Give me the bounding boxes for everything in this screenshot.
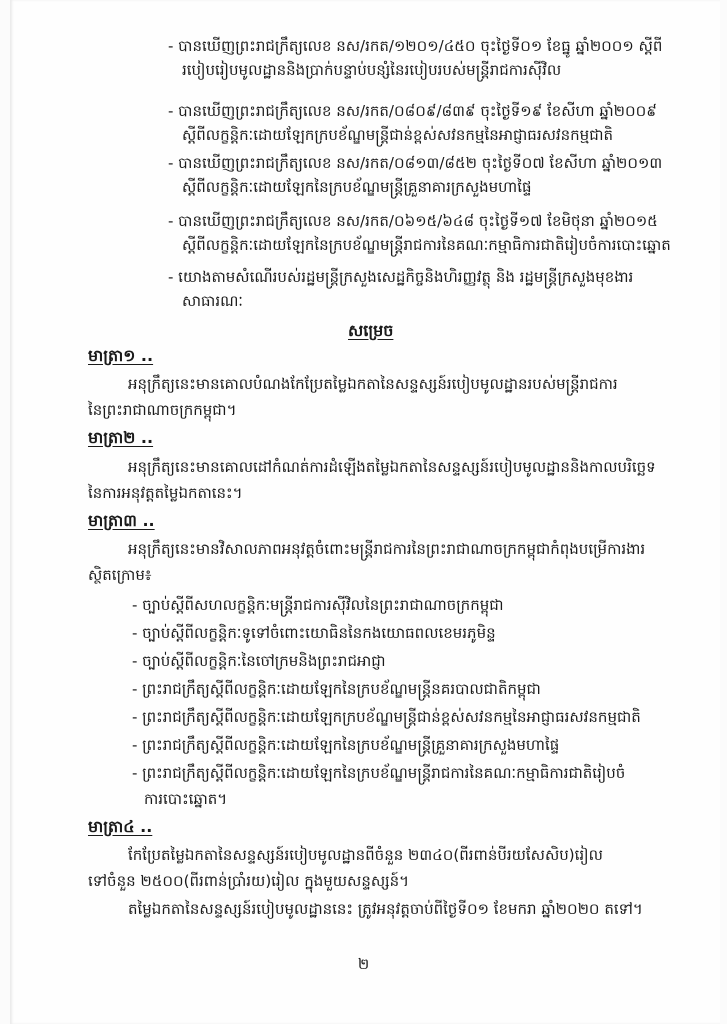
- preamble-line: ស្តីពីលក្ខន្តិកៈដោយឡែកនៃក្របខ័ណ្ឌមន្ត្រីរាជការនៃគណៈកម្មាធិការជាតិរៀបចំការបោះឆ្នោត: [182, 236, 671, 254]
- document-sheet: [10, 0, 720, 1024]
- article-4-text: កែប្រែតម្លៃឯកតានៃសន្ទស្សន៍របៀបមូលដ្ឋានពីចំនួន ២៣៤០(ពីរពាន់បីរយសែសិប)រៀល: [128, 846, 603, 864]
- article-4-text: ទៅចំនួន ២៥០០(ពីរពាន់ប្រាំរយ)រៀល ក្នុងមួយសន្ទស្សន៍។: [88, 872, 410, 890]
- article-2-heading: មាត្រា២ ..: [88, 428, 154, 447]
- article-3-list-item: - ព្រះរាជក្រឹត្យស្តីពីលក្ខន្តិកៈដោយឡែកនៃក្របខ័ណ្ឌមន្ត្រីរាជការនៃគណៈកម្មាធិការជាតិរៀបចំ: [132, 764, 626, 782]
- article-3-list-item: - ព្រះរាជក្រឹត្យស្តីពីលក្ខន្តិកៈដោយឡែកនៃក្របខ័ណ្ឌមន្ត្រីគ្រួនាគារក្រសួងមហាផ្ទៃ: [132, 736, 560, 754]
- article-3-list-item: - ព្រះរាជក្រឹត្យស្តីពីលក្ខន្តិកៈដោយឡែកក្របខ័ណ្ឌមន្ត្រីជាន់ខ្ពស់សវនកម្មនៃអាជ្ញាធរសវនកម្មជាតិ: [132, 708, 641, 726]
- article-3-list-item: - ច្បាប់ស្តីពីសហលក្ខន្តិកៈមន្ត្រីរាជការស៊ីវិលនៃព្រះរាជាណាចក្រកម្ពុជា: [132, 596, 504, 614]
- article-2-text: នៃការអនុវត្តតម្លៃឯកតានេះ។: [88, 484, 243, 502]
- preamble-line: - បានឃើញព្រះរាជក្រឹត្យលេខ នស/រកត/០៨០៩/៨៣៩ ចុះថ្ងៃទី១៩ ខែសីហា ឆ្នាំ២០០៩: [168, 102, 657, 120]
- article-1-text: អនុក្រឹត្យនេះមានគោលបំណងកែប្រែតម្លៃឯកតានៃសន្ទស្សន៍របៀបមូលដ្ឋានរបស់មន្ត្រីរាជការ: [128, 375, 618, 393]
- article-2-text: អនុក្រឹត្យនេះមានគោលដៅកំណត់ការដំឡើងតម្លៃឯកតានៃសន្ទស្សន៍របៀបមូលដ្ឋាននិងកាលបរិច្ឆេទ: [128, 458, 656, 476]
- preamble-line: របៀបរៀបមូលដ្ឋាននិងប្រាក់បន្ទាប់បន្សំនៃរបៀបរបស់មន្ត្រីរាជការស៊ីវិល: [182, 61, 562, 79]
- preamble-line: ស្តីពីលក្ខន្តិកៈដោយឡែកក្របខ័ណ្ឌមន្ត្រីជាន់ខ្ពស់សវនកម្មនៃអាជ្ញាធរសវនកម្មជាតិ: [182, 126, 613, 144]
- article-3-text: អនុក្រឹត្យនេះមានវិសាលភាពអនុវត្តចំពោះមន្ត្រីរាជការនៃព្រះរាជាណាចក្រកម្ពុជាកំពុងបម្រើការងារ: [128, 540, 646, 558]
- article-1-text: នៃព្រះរាជាណាចក្រកម្ពុជា។: [88, 401, 237, 419]
- preamble-line: - បានឃើញព្រះរាជក្រឹត្យលេខ នស/រកត/០៦១៥/៦៤៨ ចុះថ្ងៃទី១៧ ខែមិថុនា ឆ្នាំ២០១៥: [168, 212, 658, 230]
- preamble-line: - យោងតាមសំណើរបស់រដ្ឋមន្ត្រីក្រសួងសេដ្ឋកិច្ចនិងហិរញ្ញវត្ថុ និង រដ្ឋមន្ត្រីក្រសួងមុខងារ: [168, 268, 634, 286]
- article-3-list-item: - ច្បាប់ស្តីពីលក្ខន្តិកៈទូទៅចំពោះយោធិននៃកងយោធពលខេមរភូមិន្ទ: [132, 624, 496, 642]
- article-3-list-item: - ព្រះរាជក្រឹត្យស្តីពីលក្ខន្តិកៈដោយឡែកនៃក្របខ័ណ្ឌមន្ត្រីនគរបាលជាតិកម្ពុជា: [132, 680, 541, 698]
- article-4-text: តម្លៃឯកតានៃសន្ទស្សន៍របៀបមូលដ្ឋាននេះ ត្រូវអនុវត្តចាប់ពីថ្ងៃទី០១ ខែមករា ឆ្នាំ២០២០ តទៅ។: [128, 900, 643, 918]
- article-1-heading: មាត្រា១ ..: [88, 346, 154, 365]
- article-3-heading: មាត្រា៣ ..: [88, 511, 155, 530]
- article-4-heading: មាត្រា៤ ..: [88, 817, 153, 836]
- decision-title: សម្រេច: [348, 321, 394, 340]
- page-number: ២: [357, 955, 370, 973]
- article-3-list-item: - ច្បាប់ស្តីពីលក្ខន្តិកៈនៃចៅក្រមនិងព្រះរាជអាជ្ញា: [132, 652, 386, 670]
- preamble-line: សាធារណៈ: [182, 292, 243, 310]
- preamble-line: - បានឃើញព្រះរាជក្រឹត្យលេខ នស/រកត/០៨១៣/៨៥២ ចុះថ្ងៃទី០៧ ខែសីហា ឆ្នាំ២០១៣: [168, 154, 663, 172]
- article-3-list-item: ការបោះឆ្នោត។: [144, 790, 228, 808]
- article-3-text: ស្ថិតក្រោម៖: [88, 566, 152, 584]
- preamble-line: ស្តីពីលក្ខន្តិកៈដោយឡែកនៃក្របខ័ណ្ឌមន្ត្រីគ្រួនាគារក្រសួងមហាផ្ទៃ: [182, 178, 532, 196]
- preamble-line: - បានឃើញព្រះរាជក្រឹត្យលេខ នស/រកត/១២០១/៤៥០ ចុះថ្ងៃទី០១ ខែធ្នូ ឆ្នាំ២០០១ ស្តីពី: [168, 37, 663, 55]
